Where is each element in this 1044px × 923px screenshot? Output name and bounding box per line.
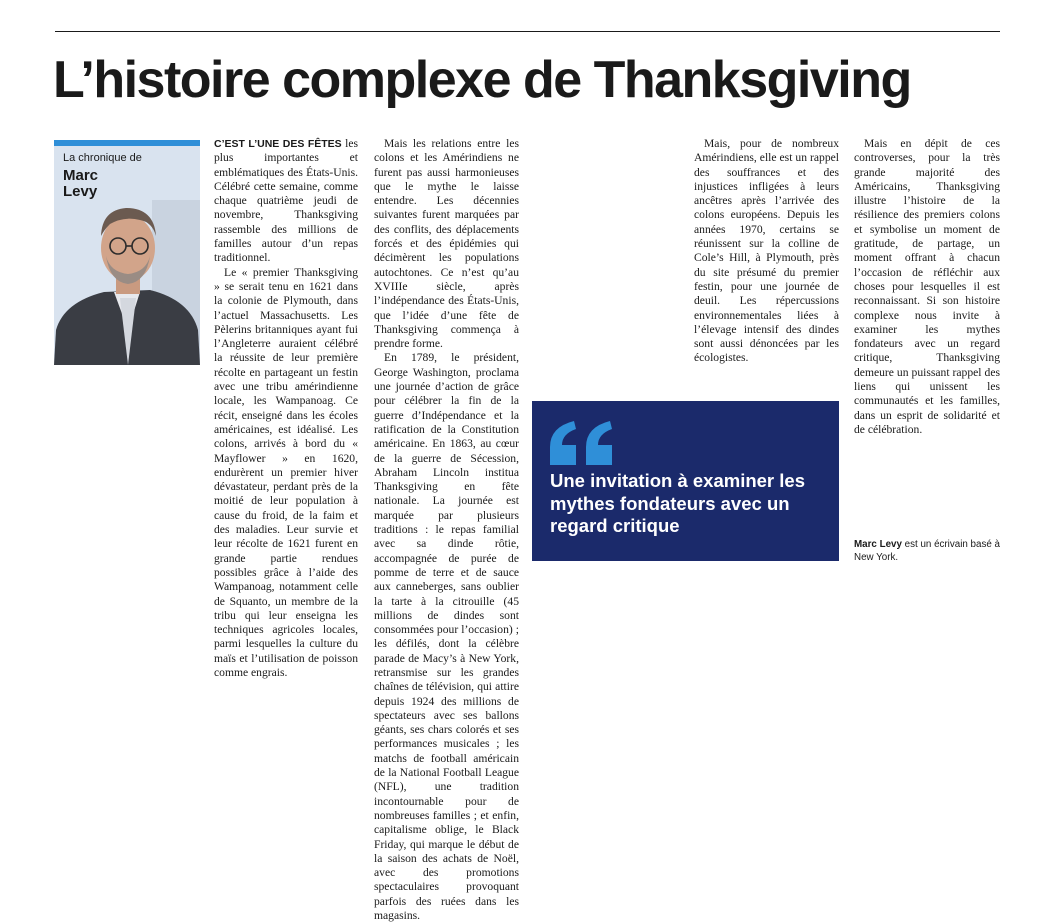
article-paragraph-3: Mais les relations entre les colons et les Amérindiens ne furent pas aussi harmonieuses que le mythe le laisse entendre. Les décennies suivantes furent marquées par des conflits, des déplacements forcés et des épidémies qui décimèrent les populations autochtones. Ce n’est qu’au XVIIIe siècle, après l’indépendance des États-Unis, que l’idée d’une fête de Thanksgiving commença à prendre forme. xyxy=(374,137,519,351)
article-paragraph-2: Le « premier Thanksgiving » se serait tenu en 1621 dans la colonie de Plymouth, dans l’actuel Massachusetts. Les Pèlerins britanniques ayant fui l’Angleterre auraient célébré la réussite de leur première récolte en partageant un festin avec une tribu amérindienne locale, les Wampanoag. Ce récit, enseigné dans les écoles américaines, est idéalisé. Les colons, arrivés à bord du « Mayflower » en 1620, endurèrent un premier hiver dévastateur, perdant près de la moitié de leur population à cause du froid, de la faim et des maladies. Leur survie et leur récolte de 1621 furent en grande partie rendues possibles grâce à l’aide des Wampanoag, notamment celle de Squanto, un membre de la tribu qui leur enseigna les techniques agricoles locales, parmi lesquelles la culture du maïs et l’utilisation de poisson comme engrais. xyxy=(214,265,358,679)
article-column-4 xyxy=(694,137,839,382)
article-column-2 xyxy=(374,137,519,923)
article-paragraph-6: Mais en dépit de ces controverses, pour la très grande majorité des Américains, Thanksgiving illustre l’histoire de la résilience des premiers colons et symbolise un moment de gratitude, de partage, un moment offrant à chacun l’occasion de réfléchir aux choses pour lesquelles il est reconnaissant. Si son histoire complexe nous invite à examiner les mythes fondateurs avec un regard critique, Thanksgiving demeure un puissant rappel des liens qui unissent les communautés et les familles, dans un esprit de solidarité et de célébration. xyxy=(854,137,1000,436)
article-paragraph-5: Mais, pour de nombreux Amérindiens, elle est un rappel des souffrances et des injustices infligées à leurs ancêtres après l’arrivée des colons européens. Depuis les années 1970, certains se réunissent sur la colline de Cole’s Hill, à Plymouth, près du site présumé du premier festin, pour une journée de deuil. Les répercussions environnementales liées à l’élevage intensif des dindes sont aussi dénoncées par les écologistes. xyxy=(694,137,839,365)
top-rule xyxy=(55,31,1000,32)
article-column-3 xyxy=(534,137,679,382)
article-column-5 xyxy=(854,137,1000,437)
sidebar-accent-bar xyxy=(54,140,200,146)
article-column-1 xyxy=(214,137,358,680)
quote-marks-icon xyxy=(550,421,620,465)
signature-name: Marc Levy xyxy=(854,539,902,550)
article-paragraph-1-text: les plus importantes et emblématiques des États-Unis. Célébré cette semaine, comme chaque quatrième jeudi de novembre, Thanksgiving rassemble des millions de familles autour d’un repas traditionnel. xyxy=(214,137,358,265)
sidebar-author-name: Marc Levy xyxy=(63,167,99,200)
author-signature xyxy=(854,538,1004,564)
article-paragraph-4: En 1789, le président, George Washington, proclama une journée d’action de grâce pour célébrer la fin de la guerre d’Indépendance et la ratification de la Constitution américaine. En 1863, au cœur de la guerre de Sécession, Abraham Lincoln institua Thanksgiving en fête nationale. La journée est marquée par plusieurs traditions : le repas familial avec sa dinde rôtie, accompagnée de purée de pomme de terre et de sauce aux canneberges, sans oublier la tarte à la citrouille (45 millions de dindes sont consommées pour l’occasion) ; les défilés, dont la célèbre parade de Macy’s à New York, retransmise sur les grandes chaînes de télévision, qui attire depuis 1924 des millions de spectateurs avec ses ballons géants, ses chars colorés et ses performances musicales ; les matchs de football américain de la National Football League (NFL), une tradition incontournable pour de nombreuses familles ; et enfin, capitalisme oblige, le Black Friday, qui marque le début de la saison des achats de Noël, avec des promotions spectaculaires provoquant parfois des ruées dans les magasins. xyxy=(374,351,519,923)
signature-text: est un écrivain basé à New York. xyxy=(854,539,1000,563)
pull-quote-text: Une invitation à examiner les mythes fondateurs avec un regard critique xyxy=(550,470,805,536)
article-lead-in: C’EST L’UNE DES FÊTES xyxy=(214,138,342,150)
headline: L’histoire complexe de Thanksgiving xyxy=(53,51,911,109)
pull-quote xyxy=(532,401,839,561)
article-paragraph-1 xyxy=(214,137,358,266)
author-sidebar xyxy=(54,140,200,365)
column-kicker: La chronique de xyxy=(63,152,142,164)
